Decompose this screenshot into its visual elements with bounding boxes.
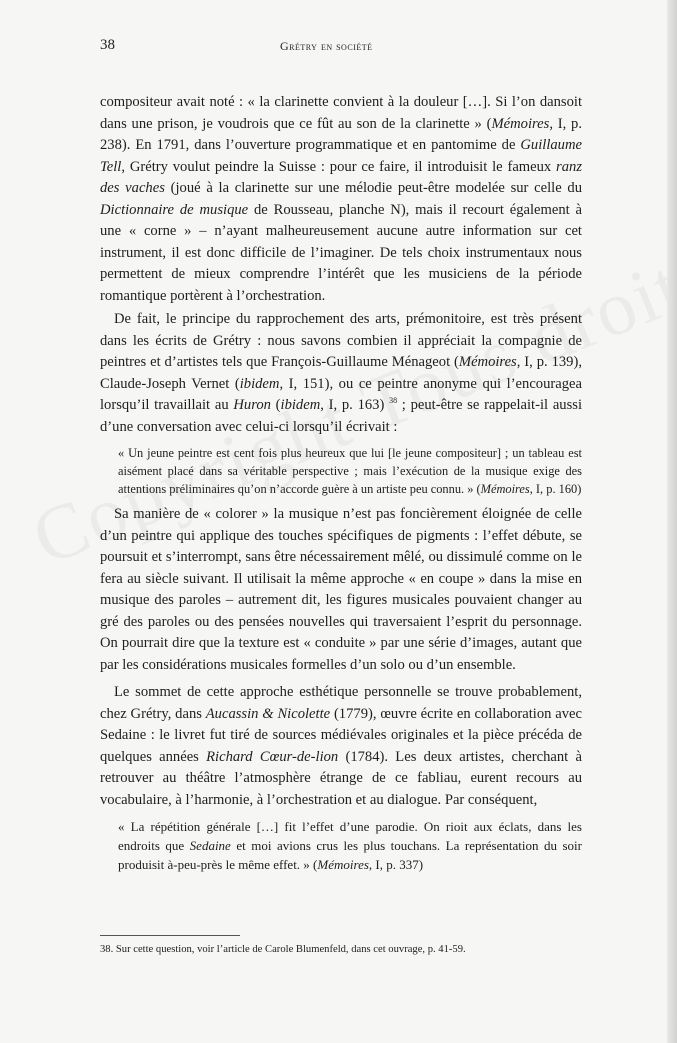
text-run: , I, p. 160) [529,482,582,496]
paragraph-3 [100,504,582,676]
paragraph-2 [100,309,582,438]
running-head: Grétry en société [280,39,373,53]
title-huron: Huron [233,397,271,413]
text-run: (joué à la clarinette sur une mélodie peut-être modelée sur celle du [164,180,582,196]
text-run: « Un jeune peintre est cent fois plus heureux que lui [le jeune compositeur] ; un tableau est aisément placé dans sa véritable perspective ; mais l’exécution de la musique exige des attentions préliminaires qu’on n’accorde guère à un artiste peu connu. » ( [118,446,582,496]
text-run: compositeur avait noté : « la clarinette convient à la douleur […]. Si l’on dansoit dans une prison, je voudrois que ce fût au son de la clarinette » ( [100,94,582,132]
title-memoires: Mémoires [480,482,530,496]
footnote-38: 38. Sur cette question, voir l’article de Carole Blumenfeld, dans cet ouvrage, p. 41-59. [100,944,466,955]
name-sedaine: Sedaine [189,838,231,853]
title-richard: Richard Cœur-de-lion [206,748,339,765]
block-quote-1 [118,444,582,498]
text-run: Sa manière de « colorer » la musique n’est pas foncièrement éloignée de celle d’un peintre qui applique des touches spécifiques de pigments : l’effet débute, se poursuit et s’interrompt, sans être nécessairement mêlé, ou dissimulé comme on le fera au siècle suivant. Il utilisait la même approche « en coupe » dans la mise en musique des paroles – autrement dit, les figures musicales pouvaient changer au gré des paroles ou des pensées nouvelles qui traversaient l’esprit du personnage. On pourrait dire que la texture est « conduite » par une série d’images, autant que par les considérations musicales formelles d’un solo ou d’un ensemble. [100,506,582,673]
paragraph-4 [100,682,582,811]
term-ranz-des-vaches: ranz des vaches [100,158,582,196]
text-run: (1784). Les deux artistes, cherchant à retrouver au théâtre l’atmosphère étrange de ce fabliau, eurent recours au vocabulaire, à l’harmonie, à l’orchestration et au dialogue. Par conséquent, [100,748,582,808]
title-guillaume-tell: Guillaume Tell [100,137,582,175]
text-run: , I, p. 139), Claude-Joseph Vernet ( [100,354,582,392]
paragraph-1 [100,92,582,307]
text-run: et moi avions crus les plus touchans. La représentation du soir produisit à-peu-près le même effet. » ( [118,838,583,872]
footnote-reference: 38 [389,396,398,406]
block-quote-2 [118,817,582,874]
term-ibidem: ibidem [239,375,280,392]
title-dictionnaire: Dictionnaire de musique [100,201,249,218]
page-header [100,37,580,59]
text-run: Le sommet de cette approche esthétique personnelle se trouve probablement, chez Grétry, dans [100,684,582,722]
text-run: « La répétition générale […] fit l’effet d’une parodie. On rioit aux éclats, dans les endroits que [118,819,582,853]
text-run: (1779), œuvre écrite en collaboration avec Sedaine : le livret fut tiré de sources médiévales originales et la pièce précéda de quelques années [100,705,582,765]
term-ibidem: ibidem [280,397,321,413]
body-text [100,92,582,880]
page-number: 38 [100,37,115,53]
text-run: , I, p. 163) [320,397,390,413]
footnote-rule [100,935,240,936]
text-run: , Grétry voulut peindre la Suisse : pour ce faire, il introduisit le fameux [121,158,557,175]
page-edge-shadow [667,0,677,1043]
title-memoires: Mémoires [491,115,550,132]
text-run: de Rousseau, planche N), mais il recourt également à une « corne » – n’ayant malheureusement aucune autre information sur cet instrument, il est donc difficile de l’imaginer. De tels choix instrumentaux nous permettent de mieux comprendre l’intérêt que les musiciens de la période romantique portèrent à l’orchestration. [100,201,583,304]
title-memoires: Mémoires [317,857,369,872]
text-run: ( [270,397,281,413]
text-run: De fait, le principe du rapprochement des arts, prémonitoire, est très présent dans les écrits de Grétry : nous savons combien il appréciait la compagnie de peintres et d’artistes tels que François-Guillaume Ménageot ( [100,311,582,370]
text-run: , I, p. 337) [368,857,424,872]
text-run: , I, p. 238). En 1791, dans l’ouverture programmatique et en pantomime de [100,115,582,153]
title-memoires: Mémoires [458,354,517,370]
text-run: ; peut-être se rappelait-il aussi d’une conversation avec celui-ci lorsqu’il écrivait : [100,397,583,435]
title-aucassin: Aucassin & Nicolette [205,705,331,722]
text-run: , I, 151), ou ce peintre anonyme qui l’encouragea lorsqu’il travaillait au [100,375,582,413]
